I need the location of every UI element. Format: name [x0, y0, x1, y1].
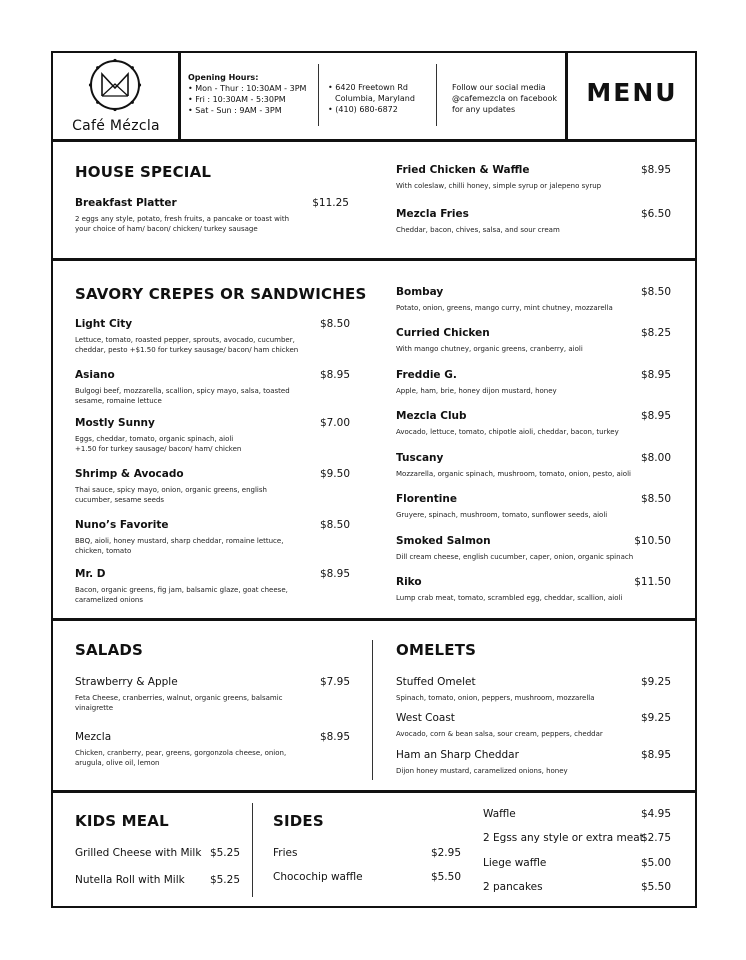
opening-hours	[188, 72, 306, 116]
item-price: $8.50	[319, 519, 350, 531]
item-description	[396, 766, 681, 776]
item-description	[75, 693, 360, 713]
sides-title: SIDES	[273, 812, 324, 830]
item-name: Liege waffle	[483, 857, 547, 869]
item-price: $8.50	[319, 318, 350, 330]
item-name: Strawberry & Apple	[75, 676, 178, 688]
item-description	[75, 748, 360, 768]
social-line: for any updates	[452, 105, 516, 114]
item-name: Waffle	[483, 808, 516, 820]
item-name: Riko	[396, 576, 422, 588]
description-line: 2 eggs any style, potato, fresh fruits, a pancake or toast with	[75, 215, 290, 223]
item-price: $5.50	[430, 871, 461, 883]
item-name: Mostly Sunny	[75, 417, 155, 429]
item-name: Stuffed Omelet	[396, 676, 476, 688]
hours-title: Opening Hours:	[188, 73, 259, 82]
description-line: +1.50 for turkey sausage/ bacon/ ham/ chicken	[75, 445, 242, 453]
item-name: Freddie G.	[396, 369, 457, 381]
hours-line: • Sat - Sun : 9AM - 3PM	[188, 106, 282, 115]
description-line: Avocado, corn & bean salsa, sour cream, peppers, cheddar	[396, 730, 603, 738]
description-line: your choice of ham/ bacon/ chicken/ turkey sausage	[75, 225, 258, 233]
description-line: Dijon honey mustard, caramelized onions, honey	[396, 767, 568, 775]
item-price: $5.25	[209, 847, 240, 859]
item-price: $4.95	[640, 808, 671, 820]
address-block	[328, 82, 415, 115]
cafe-name: Café Mézcla	[72, 118, 160, 134]
description-line: cheddar, pesto +$1.50 for turkey sausage/ bacon/ ham chicken	[75, 346, 299, 354]
item-price: $2.95	[430, 847, 461, 859]
item-name: Light City	[75, 318, 133, 330]
item-description	[396, 510, 681, 520]
savory-title: SAVORY CREPES OR SANDWICHES	[75, 285, 367, 303]
item-description	[75, 434, 360, 454]
description-line: With mango chutney, organic greens, cranberry, aioli	[396, 345, 583, 353]
item-price: $8.25	[640, 327, 671, 339]
item-price: $6.50	[640, 208, 671, 220]
item-price: $11.25	[312, 197, 349, 209]
item-price: $7.95	[319, 676, 350, 688]
item-name: West Coast	[396, 712, 455, 724]
item-description	[396, 344, 681, 354]
item-description	[396, 386, 681, 396]
description-line: Chicken, cranberry, pear, greens, gorgonzola cheese, onion,	[75, 749, 287, 757]
item-name: Breakfast Platter	[75, 197, 177, 209]
description-line: Dill cream cheese, english cucumber, caper, onion, organic spinach	[396, 553, 634, 561]
item-name: Asiano	[75, 369, 115, 381]
item-name: Curried Chicken	[396, 327, 490, 339]
description-line: cucumber, sesame seeds	[75, 496, 165, 504]
description-line: caramelized onions	[75, 596, 144, 604]
menu-title: MENU	[586, 78, 678, 107]
description-line: BBQ, aioli, honey mustard, sharp cheddar, romaine lettuce,	[75, 537, 284, 545]
item-name: Nuno’s Favorite	[75, 519, 169, 531]
item-description	[396, 427, 681, 437]
hours-line: • Fri : 10:30AM - 5:30PM	[188, 95, 286, 104]
item-description	[396, 552, 681, 562]
item-name: Nutella Roll with Milk	[75, 874, 185, 886]
cafe-logo-icon	[88, 58, 142, 112]
item-name: Bombay	[396, 286, 444, 298]
item-description	[75, 386, 360, 406]
item-description	[396, 729, 681, 739]
item-price: $7.00	[319, 417, 350, 429]
item-price: $10.50	[634, 535, 671, 547]
divider-hours	[318, 64, 319, 126]
description-line: arugula, olive oil, lemon	[75, 759, 160, 767]
item-price: $8.95	[319, 369, 350, 381]
item-price: $8.50	[640, 493, 671, 505]
description-line: Bulgogi beef, mozzarella, scallion, spicy mayo, salsa, toasted	[75, 387, 290, 395]
description-line: Feta Cheese, cranberries, walnut, organic greens, balsamic	[75, 694, 283, 702]
hours-line: • Mon - Thur : 10:30AM - 3PM	[188, 84, 307, 93]
divider-logo	[178, 51, 181, 140]
item-price: $8.95	[640, 164, 671, 176]
item-name: 2 pancakes	[483, 881, 543, 893]
description-line: Spinach, tomato, onion, peppers, mushroom, mozzarella	[396, 694, 595, 702]
item-price: $9.50	[319, 468, 350, 480]
item-description	[396, 693, 681, 703]
item-description	[396, 181, 681, 191]
description-line: Cheddar, bacon, chives, salsa, and sour cream	[396, 226, 560, 234]
item-name: Mr. D	[75, 568, 106, 580]
item-description	[75, 585, 360, 605]
item-price: $9.25	[640, 712, 671, 724]
item-price: $8.95	[319, 568, 350, 580]
item-name: Fries	[273, 847, 298, 859]
description-line: Avocado, lettuce, tomato, chipotle aioli, cheddar, bacon, turkey	[396, 428, 619, 436]
phone-line: • (410) 680-6872	[328, 105, 398, 114]
description-line: Lettuce, tomato, roasted pepper, sprouts, avocado, cucumber,	[75, 336, 295, 344]
item-name: Mezcla Club	[396, 410, 467, 422]
item-price: $5.50	[640, 881, 671, 893]
item-description	[396, 469, 681, 479]
divider-salads	[51, 790, 697, 793]
address-line: Columbia, Maryland	[335, 94, 415, 103]
item-price: $2.75	[640, 832, 671, 844]
item-description	[396, 303, 681, 313]
kids-title: KIDS MEAL	[75, 812, 169, 830]
item-description	[75, 485, 360, 505]
item-description	[75, 335, 360, 355]
item-description	[75, 536, 360, 556]
item-name: Mezcla Fries	[396, 208, 469, 220]
description-line: Potato, onion, greens, mango curry, mint chutney, mozzarella	[396, 304, 613, 312]
item-description	[396, 225, 681, 235]
social-line: @cafemezcla on facebook	[452, 94, 558, 103]
salads-title: SALADS	[75, 641, 144, 659]
item-name: Ham an Sharp Cheddar	[396, 749, 519, 761]
item-price: $8.95	[319, 731, 350, 743]
description-line: With coleslaw, chilli honey, simple syrup or jalepeno syrup	[396, 182, 602, 190]
item-price: $8.95	[640, 749, 671, 761]
house-special-title: HOUSE SPECIAL	[75, 163, 212, 181]
description-line: sesame, romaine lettuce	[75, 397, 162, 405]
item-description	[75, 214, 359, 234]
item-price: $8.50	[640, 286, 671, 298]
item-name: Fried Chicken & Waffle	[396, 164, 530, 176]
cafe-logo	[54, 54, 178, 138]
social-block	[452, 82, 557, 115]
divider-house-special	[51, 258, 697, 261]
item-name: Smoked Salmon	[396, 535, 491, 547]
divider-header	[51, 139, 697, 142]
item-price: $11.50	[634, 576, 671, 588]
item-name: Tuscany	[396, 452, 444, 464]
description-line: Bacon, organic greens, fig jam, balsamic glaze, goat cheese,	[75, 586, 288, 594]
social-line: Follow our social media	[452, 83, 546, 92]
item-name: 2 Egss any style or extra meat	[483, 832, 644, 844]
description-line: vinaigrette	[75, 704, 114, 712]
description-line: Gruyere, spinach, mushroom, tomato, sunflower seeds, aioli	[396, 511, 608, 519]
item-price: $9.25	[640, 676, 671, 688]
omelets-title: OMELETS	[396, 641, 477, 659]
description-line: Lump crab meat, tomato, scrambled egg, cheddar, scallion, aioli	[396, 594, 623, 602]
item-price: $8.95	[640, 369, 671, 381]
description-line: Mozzarella, organic spinach, mushroom, tomato, onion, pesto, aioli	[396, 470, 631, 478]
address-line: • 6420 Freetown Rd	[328, 83, 408, 92]
item-name: Mezcla	[75, 731, 112, 743]
description-line: Eggs, cheddar, tomato, organic spinach, aioli	[75, 435, 234, 443]
item-name: Florentine	[396, 493, 457, 505]
item-name: Shrimp & Avocado	[75, 468, 184, 480]
item-price: $5.25	[209, 874, 240, 886]
item-name: Chocochip waffle	[273, 871, 363, 883]
description-line: Apple, ham, brie, honey dijon mustard, honey	[396, 387, 557, 395]
item-price: $5.00	[640, 857, 671, 869]
divider-salads-omelets	[372, 640, 373, 780]
item-description	[396, 593, 681, 603]
description-line: chicken, tomato	[75, 547, 132, 555]
divider-kids-sides	[252, 803, 253, 897]
divider-savory	[51, 618, 697, 621]
item-price: $8.00	[640, 452, 671, 464]
item-name: Grilled Cheese with Milk	[75, 847, 202, 859]
item-price: $8.95	[640, 410, 671, 422]
description-line: Thai sauce, spicy mayo, onion, organic greens, english	[75, 486, 267, 494]
divider-address	[436, 64, 437, 126]
